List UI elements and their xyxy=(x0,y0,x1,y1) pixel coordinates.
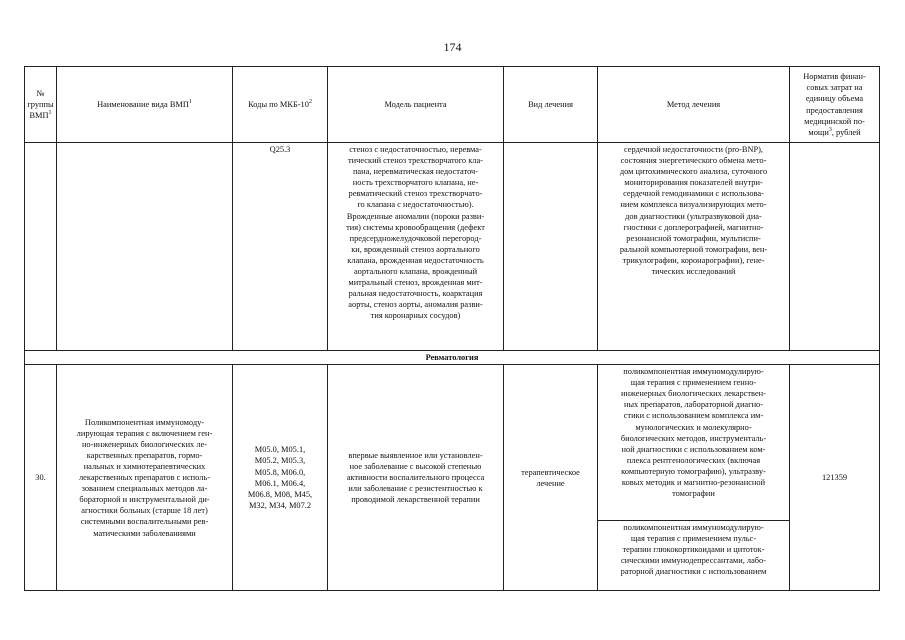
table-row xyxy=(25,365,880,521)
vmp-name: Поликомпонентная иммуномоду- лирующая терапия с включением ген- но-инженерных биологических ле- карственных препаратов, гормо- нальных и химиотерапевтических лекарственных препаратов с исполь- зованием специальных методов ла- бораторной и инструментальной ди- агностики больных (старше 18 лет) системными воспалительными рев- матическими заболеваниями xyxy=(57,365,233,591)
header-icd-codes: Коды по МКБ-$10^2$ xyxy=(233,67,328,143)
header-vmp-name: Наименование вида ВМП$^1$ xyxy=(57,67,233,143)
header-patient-model: Модель пациента xyxy=(328,67,504,143)
page-number: 174 xyxy=(443,40,462,54)
cell-empty xyxy=(790,143,880,351)
cost-value: 121359 xyxy=(790,365,880,591)
section-row xyxy=(25,351,880,365)
cell-empty xyxy=(25,143,57,351)
cell-codes: Q25.3 xyxy=(233,143,328,351)
cell-empty xyxy=(57,143,233,351)
header-row xyxy=(25,67,880,143)
header-treatment-type: Вид лечения xyxy=(504,67,598,143)
cell-patient-model: стеноз с недостаточностью, неревма- тический стеноз трехстворчатого кла- пана, неревматическая недостаточ- ность трехстворчатого клапана, не- ревматический стеноз трехстворчато- го клапана с недостаточностью). Врожденные аномалии (пороки разви- тия) системы кровообращения (дефект предсердножелудочковой перегород- ки, врожденный стеноз аортального клапана, врожденная недостаточность аортального клапана, врожденный митральный стеноз, врожденная мит- ральная недостаточность, коарктация аорты, стеноз аорты, аномалия разви- тия коронарных сосудов) xyxy=(328,143,504,351)
cell-empty xyxy=(504,143,598,351)
header-treatment-method: Метод лечения xyxy=(598,67,790,143)
cell-method: сердечной недостаточности (pro-BNP), состояния энергетического обмена мето- дом цитохимического анализа, суточного мониторирования показателей внутри- сердечной гемодинамики с использова- нием комплекса визуализирующих мето- дов диагностики (ультразвуковой диа- гностики с доплерографией, магнитно- резонансной томографии, мультиспи- ральной компьютерной томографии, вен- трикулографии, коронарографии), гене- тических исследований xyxy=(598,143,790,351)
treatment-method-1: поликомпонентная иммуномодулирую- щая терапия с применением генно- инженерных биологических лекарствен- ных препаратов, лабораторной диагно- стики с использованием комплекса им- мунологических и молекулярно- биологических методов, инструменталь- ной диагностики с использованием ком- плекса рентгенологических (включая компьютерную томографию), ультразву- ковых методик и магнитно-резонансной томографии xyxy=(598,365,790,521)
icd-codes: M05.0, M05.1, M05.2, M05.3, M05.8, M06.0, M06.1, M06.4, M06.8, M08, M45, M32, M34, M07.2 xyxy=(233,365,328,591)
patient-model: впервые выявленное или установлен- ное заболевание с высокой степенью активности воспалительного процесса или заболевание с резистентностью к проводимой лекарственной терапии xyxy=(328,365,504,591)
header-group-number: № группы ВМП$^1$ xyxy=(25,67,57,143)
header-cost-norm: Норматив финан- совых затрат на единицу объема предоставления медицинской по- мощи$^3$, рублей xyxy=(790,67,880,143)
treatment-method-2: поликомпонентная иммуномодулирую- щая терапия с применением пульс- терапии глюкокортикоидами и цитоток- сическими иммунодепрессантами, лабо- раторной диагностики с использованием xyxy=(598,521,790,591)
row-number: 30. xyxy=(25,365,57,591)
continuation-row xyxy=(25,143,880,351)
section-title: Ревматология xyxy=(25,351,880,365)
treatment-type: терапевтическое лечение xyxy=(504,365,598,591)
vmp-table xyxy=(24,66,880,591)
